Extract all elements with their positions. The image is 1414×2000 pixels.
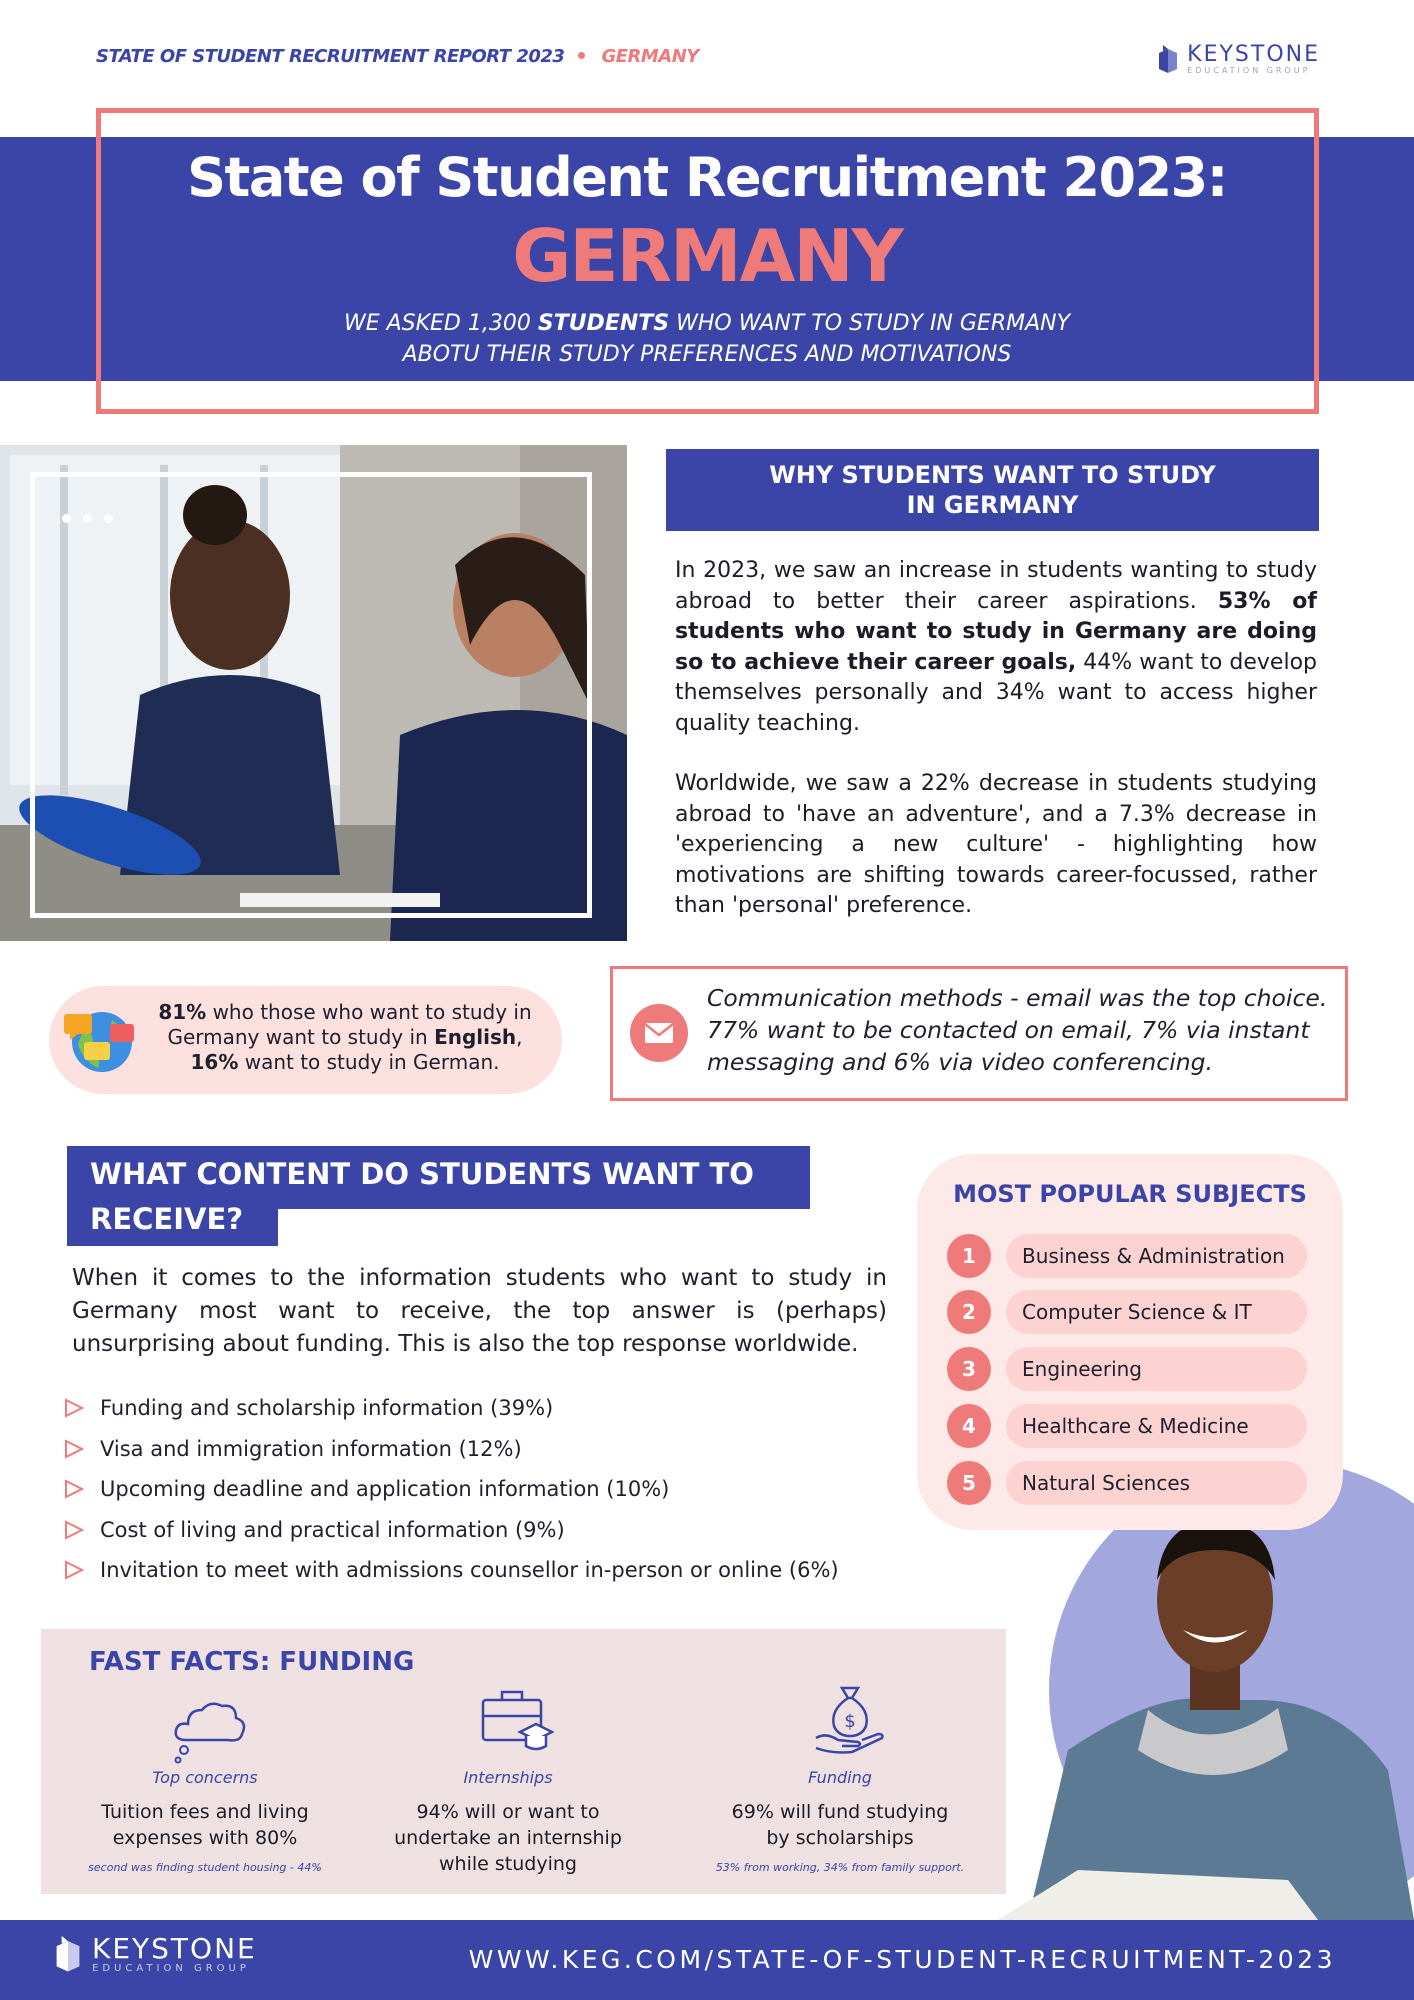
subject-rank: 5	[947, 1461, 991, 1505]
language-stat-text: 81% who those who want to study in Germany want to study in English, 16% want to study in German.	[158, 1000, 532, 1074]
subject-label: Business & Administration	[1006, 1234, 1307, 1278]
triangle-bullet-icon	[64, 1398, 84, 1418]
fact-internships: Internships 94% will or want to undertake an internship while studying	[394, 1768, 622, 1875]
carousel-dots	[62, 508, 113, 527]
list-item: Cost of living and practical information (9%)	[64, 1510, 884, 1551]
triangle-bullet-icon	[64, 1439, 84, 1459]
subject-label: Computer Science & IT	[1006, 1290, 1307, 1334]
subject-label: Natural Sciences	[1006, 1461, 1307, 1505]
why-paragraph-2: Worldwide, we saw a 22% decrease in students studying abroad to 'have an adventure', and a 7.3% decrease in 'experiencing a new culture' - highlighting how motivations are shifting towards career-focussed, rather than 'personal' preference.	[675, 771, 1317, 918]
email-icon	[630, 1004, 688, 1062]
carousel-dot	[62, 514, 71, 523]
cloud-thought-icon	[170, 1696, 250, 1766]
subject-row	[947, 1290, 1307, 1334]
language-globe-icon	[62, 1008, 136, 1074]
briefcase-graduation-icon	[480, 1686, 554, 1756]
triangle-bullet-icon	[64, 1479, 84, 1499]
content-body: When it comes to the information students who want to study in Germany most want to receive, the top answer is (perhaps) unsurprising about funding. This is also the top response worldwide.	[72, 1265, 887, 1357]
why-paragraph-1: In 2023, we saw an increase in students wanting to study abroad to better their career aspirations. 53% of students who want to study in Germany are doing so to achieve their career goals, 44% want to develop themselves personally and 34% want to access higher quality teaching.	[675, 558, 1318, 736]
triangle-bullet-icon	[64, 1560, 84, 1580]
carousel-dot	[83, 514, 92, 523]
hero-subtitle-line2: ABOTU THEIR STUDY PREFERENCES AND MOTIVATIONS	[402, 342, 1012, 367]
subject-label: Engineering	[1006, 1347, 1307, 1391]
communication-text: Communication methods - email was the top choice. 77% want to be contacted on email, 7% via instant messaging and 6% via video conferencing.	[707, 984, 1328, 1076]
subject-rank: 2	[947, 1290, 991, 1334]
keystone-logo-icon	[1157, 45, 1179, 75]
carousel-dot	[104, 514, 113, 523]
footer-url-link[interactable]: WWW.KEG.COM/STATE-OF-STUDENT-RECRUITMENT-2023	[468, 1945, 1336, 1974]
list-item: Upcoming deadline and application information (10%)	[64, 1469, 884, 1510]
photo-frame	[30, 472, 592, 918]
fast-facts-title: FAST FACTS: FUNDING	[89, 1647, 415, 1677]
logo-subtitle: EDUCATION GROUP	[92, 1963, 250, 1974]
fact-top-concerns: Top concerns Tuition fees and living expenses with 80% second was finding student housing - 44%	[88, 1768, 322, 1874]
subject-rank: 3	[947, 1347, 991, 1391]
separator-dot	[578, 52, 585, 59]
list-item: Funding and scholarship information (39%)	[64, 1388, 884, 1429]
report-title: STATE OF STUDENT RECRUITMENT REPORT 2023 GERMANY	[96, 46, 699, 67]
hero-country: GERMANY	[512, 214, 902, 298]
logo-name: KEYSTONE	[1187, 42, 1320, 67]
triangle-bullet-icon	[64, 1520, 84, 1540]
subject-row	[947, 1234, 1307, 1278]
fact-funding: Funding 69% will fund studying by scholarships 53% from working, 34% from family support.	[715, 1768, 965, 1874]
money-bag-hand-icon	[812, 1680, 888, 1756]
hero-subtitle-line1: WE ASKED 1,300 STUDENTS WHO WANT TO STUDY IN GERMANY	[343, 311, 1071, 336]
content-heading: WHAT CONTENT DO STUDENTS WANT TO RECEIVE?	[90, 1157, 754, 1236]
list-item: Visa and immigration information (12%)	[64, 1429, 884, 1470]
content-list	[64, 1388, 884, 1591]
why-body	[675, 556, 1317, 922]
subject-row	[947, 1347, 1307, 1391]
subject-rank: 1	[947, 1234, 991, 1278]
hero-title: State of Student Recruitment 2023:	[187, 146, 1227, 209]
logo-name: KEYSTONE	[92, 1932, 257, 1965]
subjects-title: MOST POPULAR SUBJECTS	[953, 1180, 1307, 1208]
why-heading: WHY STUDENTS WANT TO STUDY IN GERMANY	[666, 449, 1319, 531]
subject-label: Healthcare & Medicine	[1006, 1404, 1307, 1448]
email-icon-circle	[630, 1004, 688, 1062]
subject-rank: 4	[947, 1404, 991, 1448]
logo-subtitle: EDUCATION GROUP	[1187, 66, 1311, 75]
keystone-logo-icon	[54, 1936, 82, 1974]
svg-text:$: $	[844, 1711, 856, 1732]
subject-row	[947, 1461, 1307, 1505]
list-item: Invitation to meet with admissions counsellor in-person or online (6%)	[64, 1550, 884, 1591]
keystone-logo-header[interactable]	[1157, 44, 1320, 75]
subject-row	[947, 1404, 1307, 1448]
keystone-logo-footer[interactable]	[54, 1932, 257, 1974]
